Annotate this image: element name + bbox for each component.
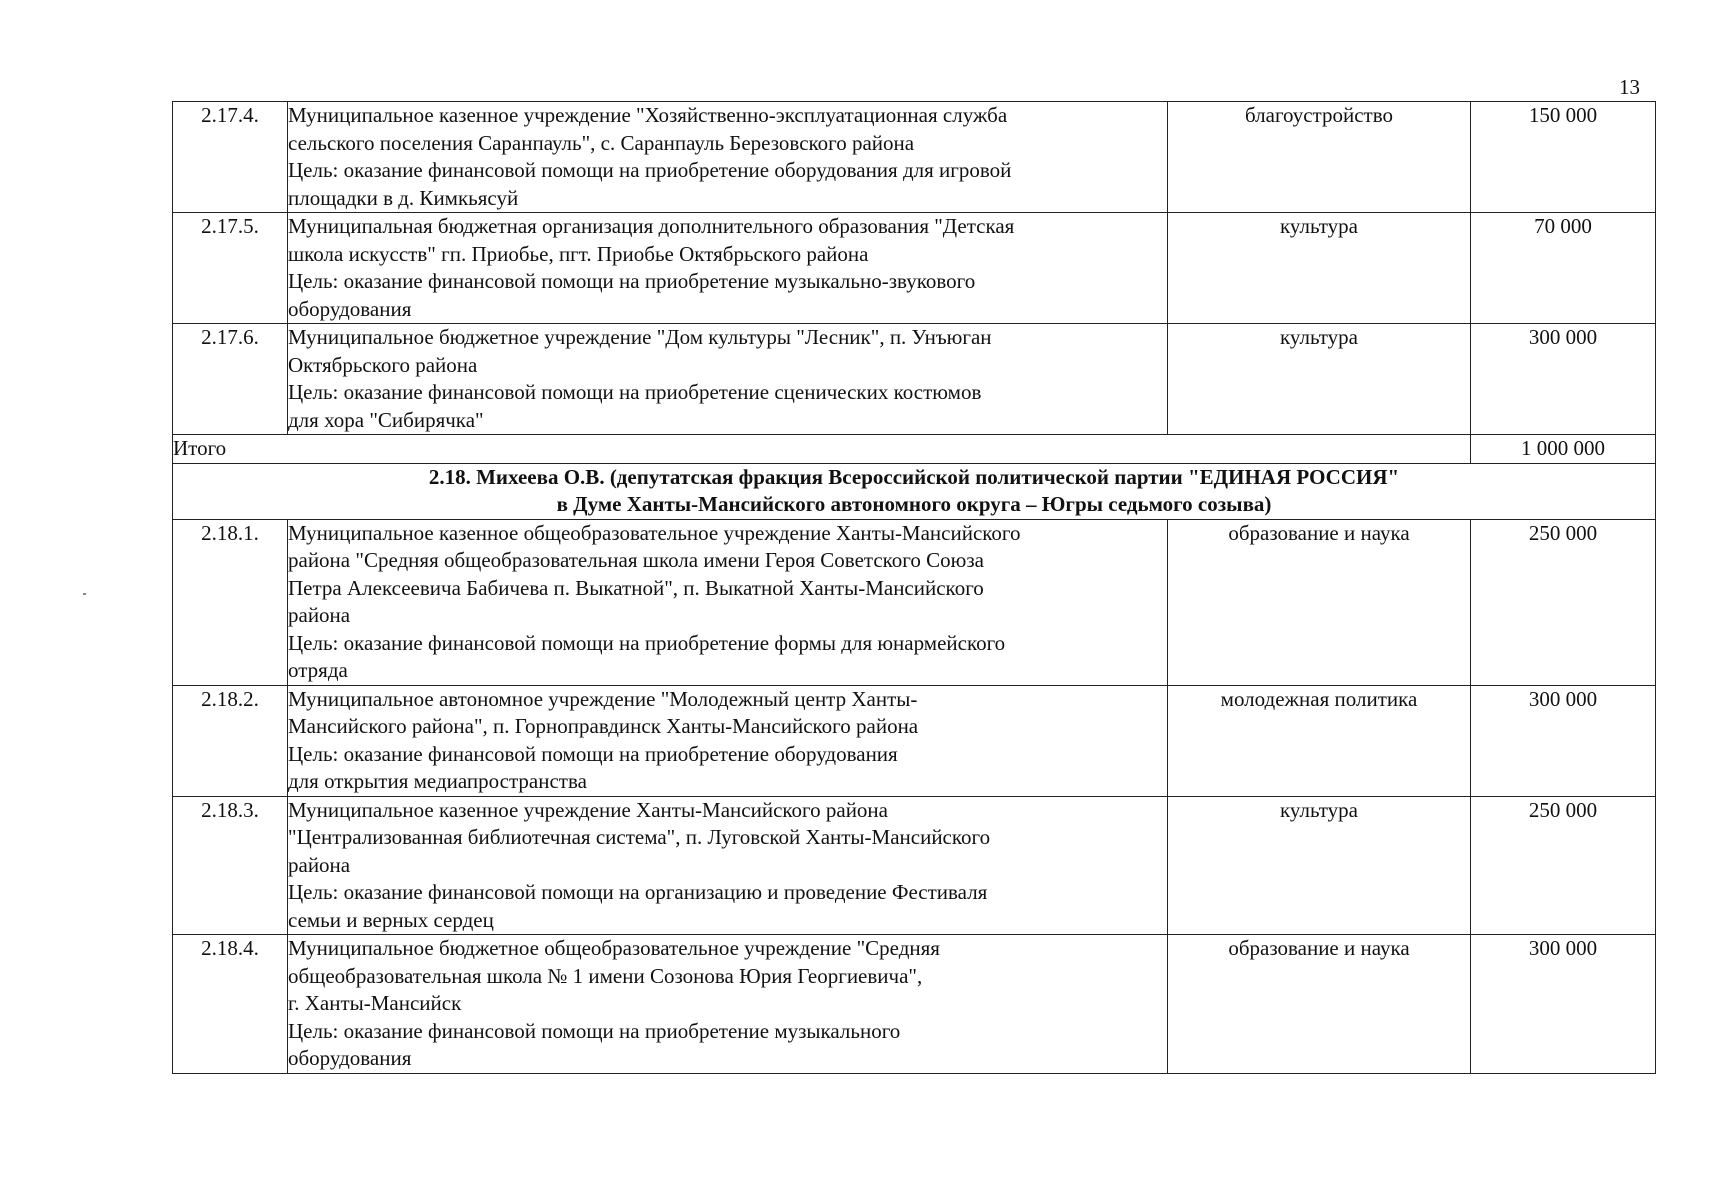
- description-line: Октябрьского района: [288, 352, 478, 377]
- description-line: площадки в д. Кимкьясуй: [288, 185, 519, 210]
- description-line: Цель: оказание финансовой помощи на приобретение музыкально-звукового: [288, 269, 976, 293]
- description-line: района: [288, 603, 351, 627]
- table-row: [173, 102, 1656, 213]
- description-line: для открытия медиапространства: [288, 769, 587, 793]
- row-number: 2.18.3.: [173, 796, 288, 935]
- description-line: Петра Алексеевича Бабичева п. Выкатной", п. Выкатной Ханты-Мансийского: [288, 575, 984, 600]
- row-area: культура: [1168, 796, 1471, 935]
- total-row: [173, 435, 1656, 464]
- description-line: общеобразовательная школа № 1 имени Созонова Юрия Георгиевича",: [288, 963, 923, 988]
- row-description: [288, 102, 1168, 213]
- description-line: Муниципальное казенное учреждение Ханты-Мансийского района: [288, 797, 888, 822]
- description-line: Цель: оказание финансовой помощи на организацию и проведение Фестиваля: [288, 880, 988, 904]
- total-sum: 1 000 000: [1471, 435, 1656, 464]
- table-row: [173, 519, 1656, 685]
- table-row: [173, 685, 1656, 796]
- row-description: [288, 796, 1168, 935]
- row-area: образование и наука: [1168, 519, 1471, 685]
- row-description: [288, 519, 1168, 685]
- description-line: оборудования: [288, 296, 412, 321]
- description-line: Муниципальное казенное общеобразовательное учреждение Ханты-Мансийского: [288, 520, 1021, 545]
- row-area: культура: [1168, 324, 1471, 435]
- description-line: Цель: оказание финансовой помощи на приобретение сценических костюмов: [288, 380, 982, 404]
- description-line: оборудования: [288, 1046, 412, 1070]
- row-sum: 70 000: [1471, 213, 1656, 324]
- description-line: для хора "Сибирячка": [288, 407, 484, 432]
- row-number: 2.17.4.: [173, 102, 288, 213]
- row-sum: 250 000: [1471, 796, 1656, 935]
- row-number: 2.18.1.: [173, 519, 288, 685]
- table-row: [173, 324, 1656, 435]
- row-description: [288, 324, 1168, 435]
- table-body-before-total: [173, 102, 1656, 435]
- description-line: Муниципальное автономное учреждение "Молодежный центр Ханты-: [288, 686, 918, 711]
- description-line: Муниципальное бюджетное учреждение "Дом культуры "Лесник", п. Унъюган: [288, 325, 992, 349]
- row-sum: 300 000: [1471, 935, 1656, 1074]
- description-line: сельского поселения Саранпауль", с. Саранпауль Березовского района: [288, 130, 915, 155]
- total-block: [173, 435, 1656, 520]
- row-area: молодежная политика: [1168, 685, 1471, 796]
- description-line: "Централизованная библиотечная система", п. Луговской Ханты-Мансийского: [288, 825, 991, 849]
- table-row: [173, 935, 1656, 1074]
- row-area: культура: [1168, 213, 1471, 324]
- row-sum: 300 000: [1471, 685, 1656, 796]
- table-body-after-total: [173, 519, 1656, 1073]
- row-number: 2.17.5.: [173, 213, 288, 324]
- row-sum: 300 000: [1471, 324, 1656, 435]
- table-row: [173, 213, 1656, 324]
- description-line: Мансийского района", п. Горноправдинск Ханты-Мансийского района: [288, 714, 919, 738]
- section-header: [173, 463, 1656, 519]
- row-area: благоустройство: [1168, 102, 1471, 213]
- row-sum: 250 000: [1471, 519, 1656, 685]
- description-line: Муниципальное казенное учреждение "Хозяйственно-эксплуатационная служба: [288, 103, 1008, 127]
- scan-mark: [83, 593, 86, 595]
- table-row: [173, 796, 1656, 935]
- description-line: Цель: оказание финансовой помощи на приобретение формы для юнармейского: [288, 630, 1006, 655]
- funding-table: [172, 101, 1656, 1074]
- description-line: Цель: оказание финансовой помощи на приобретение оборудования для игровой: [288, 158, 1012, 182]
- row-description: [288, 935, 1168, 1074]
- row-number: 2.18.4.: [173, 935, 288, 1074]
- page-number: 13: [1619, 75, 1640, 99]
- description-line: семьи и верных сердец: [288, 907, 494, 932]
- row-number: 2.18.2.: [173, 685, 288, 796]
- row-sum: 150 000: [1471, 102, 1656, 213]
- description-line: Цель: оказание финансовой помощи на приобретение оборудования: [288, 741, 898, 766]
- section-header-row: [173, 463, 1656, 519]
- row-description: [288, 685, 1168, 796]
- description-line: Цель: оказание финансовой помощи на приобретение музыкального: [288, 1018, 901, 1043]
- total-label: Итого: [173, 435, 1471, 464]
- row-number: 2.17.6.: [173, 324, 288, 435]
- description-line: г. Ханты-Мансийск: [288, 991, 462, 1015]
- description-line: района: [288, 852, 351, 877]
- description-line: школа искусств" гп. Приобье, пгт. Приобье Октябрьского района: [288, 241, 869, 266]
- section-header-line: 2.18. Михеева О.В. (депутатская фракция Всероссийской политической партии "ЕДИНАЯ РОССИЯ": [428, 464, 1400, 489]
- description-line: Муниципальная бюджетная организация дополнительного образования "Детская: [288, 214, 1015, 238]
- row-description: [288, 213, 1168, 324]
- description-line: района "Средняя общеобразовательная школа имени Героя Советского Союза: [288, 548, 984, 572]
- row-area: образование и наука: [1168, 935, 1471, 1074]
- description-line: Муниципальное бюджетное общеобразовательное учреждение "Средняя: [288, 936, 940, 960]
- description-line: отряда: [288, 658, 348, 682]
- section-header-line: в Думе Ханты-Мансийского автономного округа – Югры седьмого созыва): [556, 492, 1272, 516]
